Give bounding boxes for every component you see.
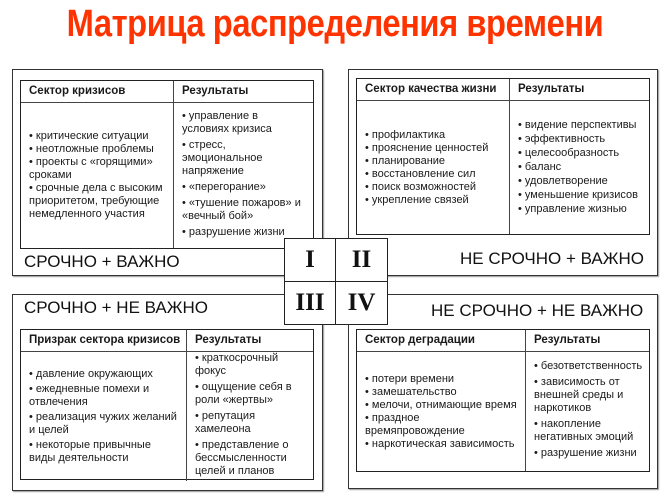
list-item: • управление жизнью <box>518 202 627 215</box>
list-item: • удовлетворение <box>518 174 608 187</box>
list-item: • целесообразность <box>518 146 620 159</box>
quadrant-1-label: СРОЧНО + ВАЖНО <box>24 252 180 271</box>
list-item: • зависимость от внешней среды и наркотиков <box>534 376 624 414</box>
list-item: • восстановление сил <box>365 167 476 180</box>
list-item: • прояснение ценностей <box>365 141 489 154</box>
table-header <box>21 330 313 352</box>
list-item: • накопление негативных эмоций <box>534 418 634 443</box>
roman-numeral-2: II <box>336 239 387 282</box>
list-item: • праздное времяпровождение <box>365 411 465 437</box>
list-item: • замешательство <box>365 385 457 398</box>
quadrant-2-table <box>356 78 650 235</box>
list-item: • давление окружающих <box>29 368 153 380</box>
list-item: • проекты с «горящими» сроками <box>29 156 153 181</box>
list-item: • уменьшение кризисов <box>518 188 638 201</box>
sector-items <box>21 352 187 481</box>
list-item: • критические ситуации <box>29 130 149 142</box>
list-item: • реализация чужих желаний и целей <box>29 411 177 436</box>
list-item: • некоторые привычные виды деятельности <box>29 439 151 464</box>
quadrant-index-grid <box>284 238 388 325</box>
list-item: • укрепление связей <box>365 193 469 206</box>
list-item: • «перегорание» <box>182 180 266 193</box>
quadrant-3-table <box>20 329 314 480</box>
sector-items <box>21 103 174 248</box>
list-item: • срочные дела с высоким приоритетом, требующие немедленного участия <box>29 182 163 220</box>
list-item: • краткосрочный фокус <box>195 352 279 377</box>
list-item: • поиск возможностей <box>365 180 477 193</box>
quadrant-4-table <box>356 329 650 472</box>
results-items <box>174 103 313 248</box>
list-item: • представление о бессмысленности целей и планов <box>195 439 289 477</box>
sector-header: Сектор деградации <box>357 330 526 351</box>
list-item: • разрушение жизни <box>182 225 285 238</box>
list-item: • потери времени <box>365 372 455 385</box>
list-item: • безответственность <box>534 360 643 372</box>
sector-items <box>357 352 526 471</box>
list-item: • видение перспективы <box>518 118 637 131</box>
sector-header: Сектор кризисов <box>21 81 174 102</box>
list-item: • разрушение жизни <box>534 447 637 459</box>
quadrant-1-table <box>20 80 314 249</box>
page-title: Матрица распределения времени <box>66 3 604 45</box>
roman-numeral-1: I <box>285 239 336 282</box>
list-item: • наркотическая зависимость <box>365 437 515 450</box>
list-item: • «тушение пожаров» и «вечный бой» <box>182 196 301 222</box>
list-item: • неотложные проблемы <box>29 143 154 155</box>
results-header: Результаты <box>182 85 249 97</box>
quadrant-2-label: НЕ СРОЧНО + ВАЖНО <box>460 249 644 268</box>
results-header: Результаты <box>195 334 262 346</box>
sector-header: Сектор качества жизни <box>357 79 510 100</box>
results-items <box>187 352 313 481</box>
quadrant-3-label: СРОЧНО + НЕ ВАЖНО <box>24 298 208 317</box>
list-item: • профилактика <box>365 128 446 141</box>
list-item: • управление в условиях кризиса <box>182 109 272 135</box>
results-items <box>510 101 649 234</box>
list-item: • репутация хамелеона <box>195 410 256 435</box>
table-header <box>21 81 313 103</box>
table-header <box>357 330 649 352</box>
roman-numeral-3: III <box>285 282 336 325</box>
sector-header: Призрак сектора кризисов <box>21 330 187 351</box>
list-item: • мелочи, отнимающие время <box>365 398 517 411</box>
list-item: • ощущение себя в роли «жертвы» <box>195 381 292 406</box>
list-item: • стресс, эмоциональное напряжение <box>182 138 263 177</box>
list-item: • баланс <box>518 160 562 173</box>
results-header: Результаты <box>518 83 585 95</box>
sector-items <box>357 101 510 234</box>
list-item: • эффективность <box>518 132 606 145</box>
list-item: • ежедневные помехи и отвлечения <box>29 383 150 408</box>
roman-numeral-4: IV <box>347 288 376 316</box>
list-item: • планирование <box>365 154 446 167</box>
results-items <box>526 352 649 471</box>
table-header <box>357 79 649 101</box>
quadrant-4-label: НЕ СРОЧНО + НЕ ВАЖНО <box>431 301 644 320</box>
results-header: Результаты <box>534 334 601 346</box>
